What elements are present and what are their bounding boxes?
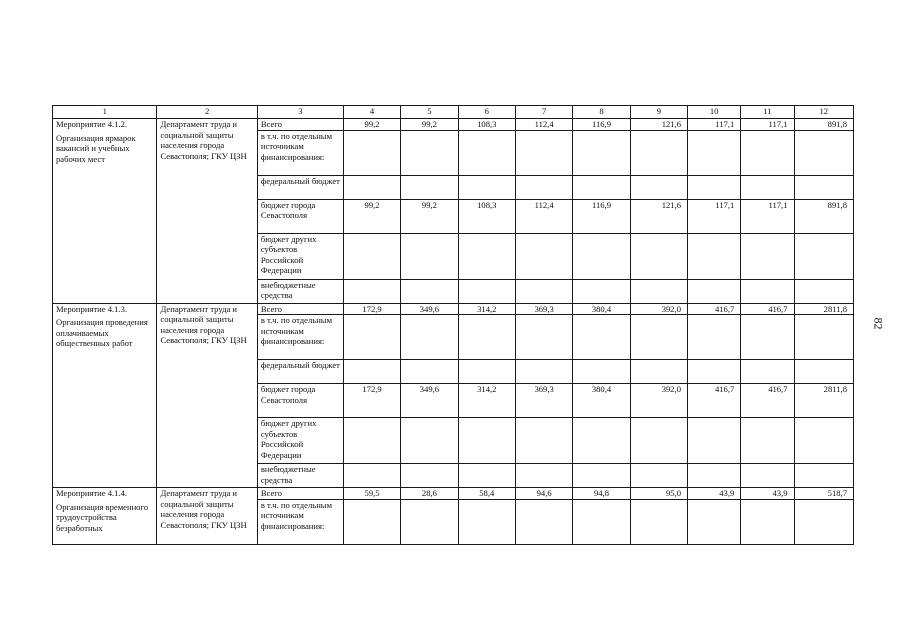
- value-cell: [630, 279, 687, 303]
- value-cell: [741, 499, 794, 544]
- source-cell: федеральный бюджет: [257, 360, 343, 384]
- source-cell: в т.ч. по отдельным источникам финансирования:: [257, 315, 343, 360]
- budget-table: [52, 105, 854, 545]
- column-header: 1: [53, 106, 157, 119]
- value-cell: 392,0: [630, 384, 687, 418]
- value-cell: 349,6: [401, 384, 458, 418]
- value-cell: [741, 464, 794, 488]
- value-cell: 380,4: [573, 384, 630, 418]
- value-cell: [515, 279, 572, 303]
- source-cell: в т.ч. по отдельным источникам финансирования:: [257, 130, 343, 175]
- value-cell: 172,9: [343, 303, 400, 315]
- value-cell: [458, 464, 515, 488]
- value-cell: [573, 418, 630, 464]
- value-cell: [794, 315, 853, 360]
- value-cell: 108,3: [458, 199, 515, 233]
- value-cell: [458, 279, 515, 303]
- value-cell: 117,1: [741, 119, 794, 131]
- value-cell: 99,2: [401, 119, 458, 131]
- value-cell: [741, 233, 794, 279]
- event-title: Мероприятие 4.1.3.: [56, 303, 128, 314]
- value-cell: 59,5: [343, 488, 400, 500]
- executor-cell: Департамент труда и социальной защиты населения города Севастополя; ГКУ ЦЗН: [157, 303, 257, 488]
- value-cell: [573, 315, 630, 360]
- value-cell: [741, 418, 794, 464]
- value-cell: [573, 130, 630, 175]
- value-cell: [573, 279, 630, 303]
- source-cell: бюджет города Севастополя: [257, 199, 343, 233]
- value-cell: 108,3: [458, 119, 515, 131]
- value-cell: [688, 464, 741, 488]
- column-header: 10: [688, 106, 741, 119]
- value-cell: 99,2: [401, 199, 458, 233]
- event-cell: [53, 488, 157, 545]
- value-cell: [458, 175, 515, 199]
- value-cell: 891,8: [794, 199, 853, 233]
- value-cell: 99,2: [343, 199, 400, 233]
- value-cell: [573, 233, 630, 279]
- value-cell: 58,4: [458, 488, 515, 500]
- value-cell: [573, 499, 630, 544]
- value-cell: [741, 130, 794, 175]
- value-cell: [401, 499, 458, 544]
- value-cell: [630, 418, 687, 464]
- column-header: 5: [401, 106, 458, 119]
- value-cell: 94,6: [515, 488, 572, 500]
- value-cell: [573, 464, 630, 488]
- value-cell: [688, 418, 741, 464]
- value-cell: [794, 233, 853, 279]
- event-title: Мероприятие 4.1.4.: [56, 488, 128, 499]
- executor-cell: Департамент труда и социальной защиты населения города Севастополя; ГКУ ЦЗН: [157, 119, 257, 304]
- header-row: [53, 106, 854, 119]
- value-cell: [515, 315, 572, 360]
- value-cell: [630, 360, 687, 384]
- value-cell: [401, 233, 458, 279]
- source-cell: внебюджетные средства: [257, 464, 343, 488]
- value-cell: [573, 175, 630, 199]
- value-cell: [401, 130, 458, 175]
- value-cell: 43,9: [741, 488, 794, 500]
- value-cell: [515, 499, 572, 544]
- value-cell: [343, 130, 400, 175]
- value-cell: 28,6: [401, 488, 458, 500]
- source-cell: федеральный бюджет: [257, 175, 343, 199]
- value-cell: 117,1: [688, 199, 741, 233]
- event-cell: [53, 303, 157, 488]
- column-header: 12: [794, 106, 853, 119]
- value-cell: [794, 279, 853, 303]
- table-row: [53, 488, 854, 500]
- value-cell: [401, 360, 458, 384]
- value-cell: 416,7: [741, 303, 794, 315]
- value-cell: [688, 360, 741, 384]
- value-cell: [458, 418, 515, 464]
- value-cell: 369,3: [515, 384, 572, 418]
- value-cell: [794, 360, 853, 384]
- value-cell: [343, 464, 400, 488]
- value-cell: [401, 175, 458, 199]
- value-cell: 314,2: [458, 384, 515, 418]
- column-header: 11: [741, 106, 794, 119]
- value-cell: 314,2: [458, 303, 515, 315]
- value-cell: 112,4: [515, 199, 572, 233]
- value-cell: [515, 464, 572, 488]
- column-header: 7: [515, 106, 572, 119]
- value-cell: [458, 360, 515, 384]
- value-cell: [741, 279, 794, 303]
- value-cell: [343, 418, 400, 464]
- value-cell: [688, 130, 741, 175]
- column-header: 9: [630, 106, 687, 119]
- value-cell: [630, 499, 687, 544]
- value-cell: [794, 418, 853, 464]
- column-header: 6: [458, 106, 515, 119]
- value-cell: [688, 315, 741, 360]
- value-cell: [343, 499, 400, 544]
- value-cell: [630, 464, 687, 488]
- value-cell: [515, 130, 572, 175]
- value-cell: [688, 279, 741, 303]
- value-cell: [630, 130, 687, 175]
- value-cell: [343, 233, 400, 279]
- value-cell: [401, 464, 458, 488]
- value-cell: 112,4: [515, 119, 572, 131]
- value-cell: 117,1: [688, 119, 741, 131]
- value-cell: [401, 315, 458, 360]
- value-cell: 2811,8: [794, 303, 853, 315]
- value-cell: [515, 360, 572, 384]
- value-cell: [794, 464, 853, 488]
- column-header: 2: [157, 106, 257, 119]
- value-cell: 43,9: [688, 488, 741, 500]
- source-cell: в т.ч. по отдельным источникам финансирования:: [257, 499, 343, 544]
- value-cell: 349,6: [401, 303, 458, 315]
- value-cell: [458, 315, 515, 360]
- table-row: [53, 303, 854, 315]
- value-cell: [343, 315, 400, 360]
- event-name: Организация ярмарок вакансий и учебных рабочих мест: [56, 132, 136, 164]
- value-cell: 94,8: [573, 488, 630, 500]
- table-row: [53, 119, 854, 131]
- value-cell: 116,9: [573, 199, 630, 233]
- page-number: 82: [871, 317, 886, 330]
- value-cell: [573, 360, 630, 384]
- value-cell: 117,1: [741, 199, 794, 233]
- value-cell: 116,9: [573, 119, 630, 131]
- value-cell: 172,9: [343, 384, 400, 418]
- source-cell: бюджет других субъектов Российской Федерации: [257, 233, 343, 279]
- value-cell: [458, 499, 515, 544]
- value-cell: [794, 175, 853, 199]
- value-cell: 369,3: [515, 303, 572, 315]
- value-cell: 416,7: [688, 384, 741, 418]
- value-cell: [794, 130, 853, 175]
- value-cell: 416,7: [741, 384, 794, 418]
- value-cell: [630, 315, 687, 360]
- value-cell: 121,6: [630, 199, 687, 233]
- column-header: 3: [257, 106, 343, 119]
- value-cell: [343, 360, 400, 384]
- value-cell: [741, 315, 794, 360]
- value-cell: [515, 418, 572, 464]
- source-cell: бюджет города Севастополя: [257, 384, 343, 418]
- value-cell: 121,6: [630, 119, 687, 131]
- value-cell: [515, 233, 572, 279]
- column-header: 4: [343, 106, 400, 119]
- value-cell: 99,2: [343, 119, 400, 131]
- value-cell: [515, 175, 572, 199]
- value-cell: 518,7: [794, 488, 853, 500]
- value-cell: [343, 279, 400, 303]
- value-cell: 380,4: [573, 303, 630, 315]
- value-cell: [630, 233, 687, 279]
- value-cell: 416,7: [688, 303, 741, 315]
- value-cell: [794, 499, 853, 544]
- source-cell: Всего: [257, 488, 343, 500]
- source-cell: Всего: [257, 303, 343, 315]
- value-cell: [458, 130, 515, 175]
- source-cell: бюджет других субъектов Российской Федерации: [257, 418, 343, 464]
- value-cell: [741, 175, 794, 199]
- value-cell: [401, 418, 458, 464]
- value-cell: [741, 360, 794, 384]
- event-cell: [53, 119, 157, 304]
- value-cell: 392,0: [630, 303, 687, 315]
- value-cell: 2811,8: [794, 384, 853, 418]
- value-cell: [688, 499, 741, 544]
- source-cell: внебюджетные средства: [257, 279, 343, 303]
- source-cell: Всего: [257, 119, 343, 131]
- event-name: Организация временного трудоустройства безработных: [56, 501, 149, 533]
- value-cell: 95,0: [630, 488, 687, 500]
- value-cell: [688, 233, 741, 279]
- event-name: Организация проведения оплачиваемых общественных работ: [56, 317, 148, 349]
- value-cell: [343, 175, 400, 199]
- value-cell: [458, 233, 515, 279]
- value-cell: [401, 279, 458, 303]
- value-cell: [688, 175, 741, 199]
- value-cell: [630, 175, 687, 199]
- column-header: 8: [573, 106, 630, 119]
- event-title: Мероприятие 4.1.2.: [56, 119, 128, 129]
- value-cell: 891,8: [794, 119, 853, 131]
- executor-cell: Департамент труда и социальной защиты населения города Севастополя; ГКУ ЦЗН: [157, 488, 257, 545]
